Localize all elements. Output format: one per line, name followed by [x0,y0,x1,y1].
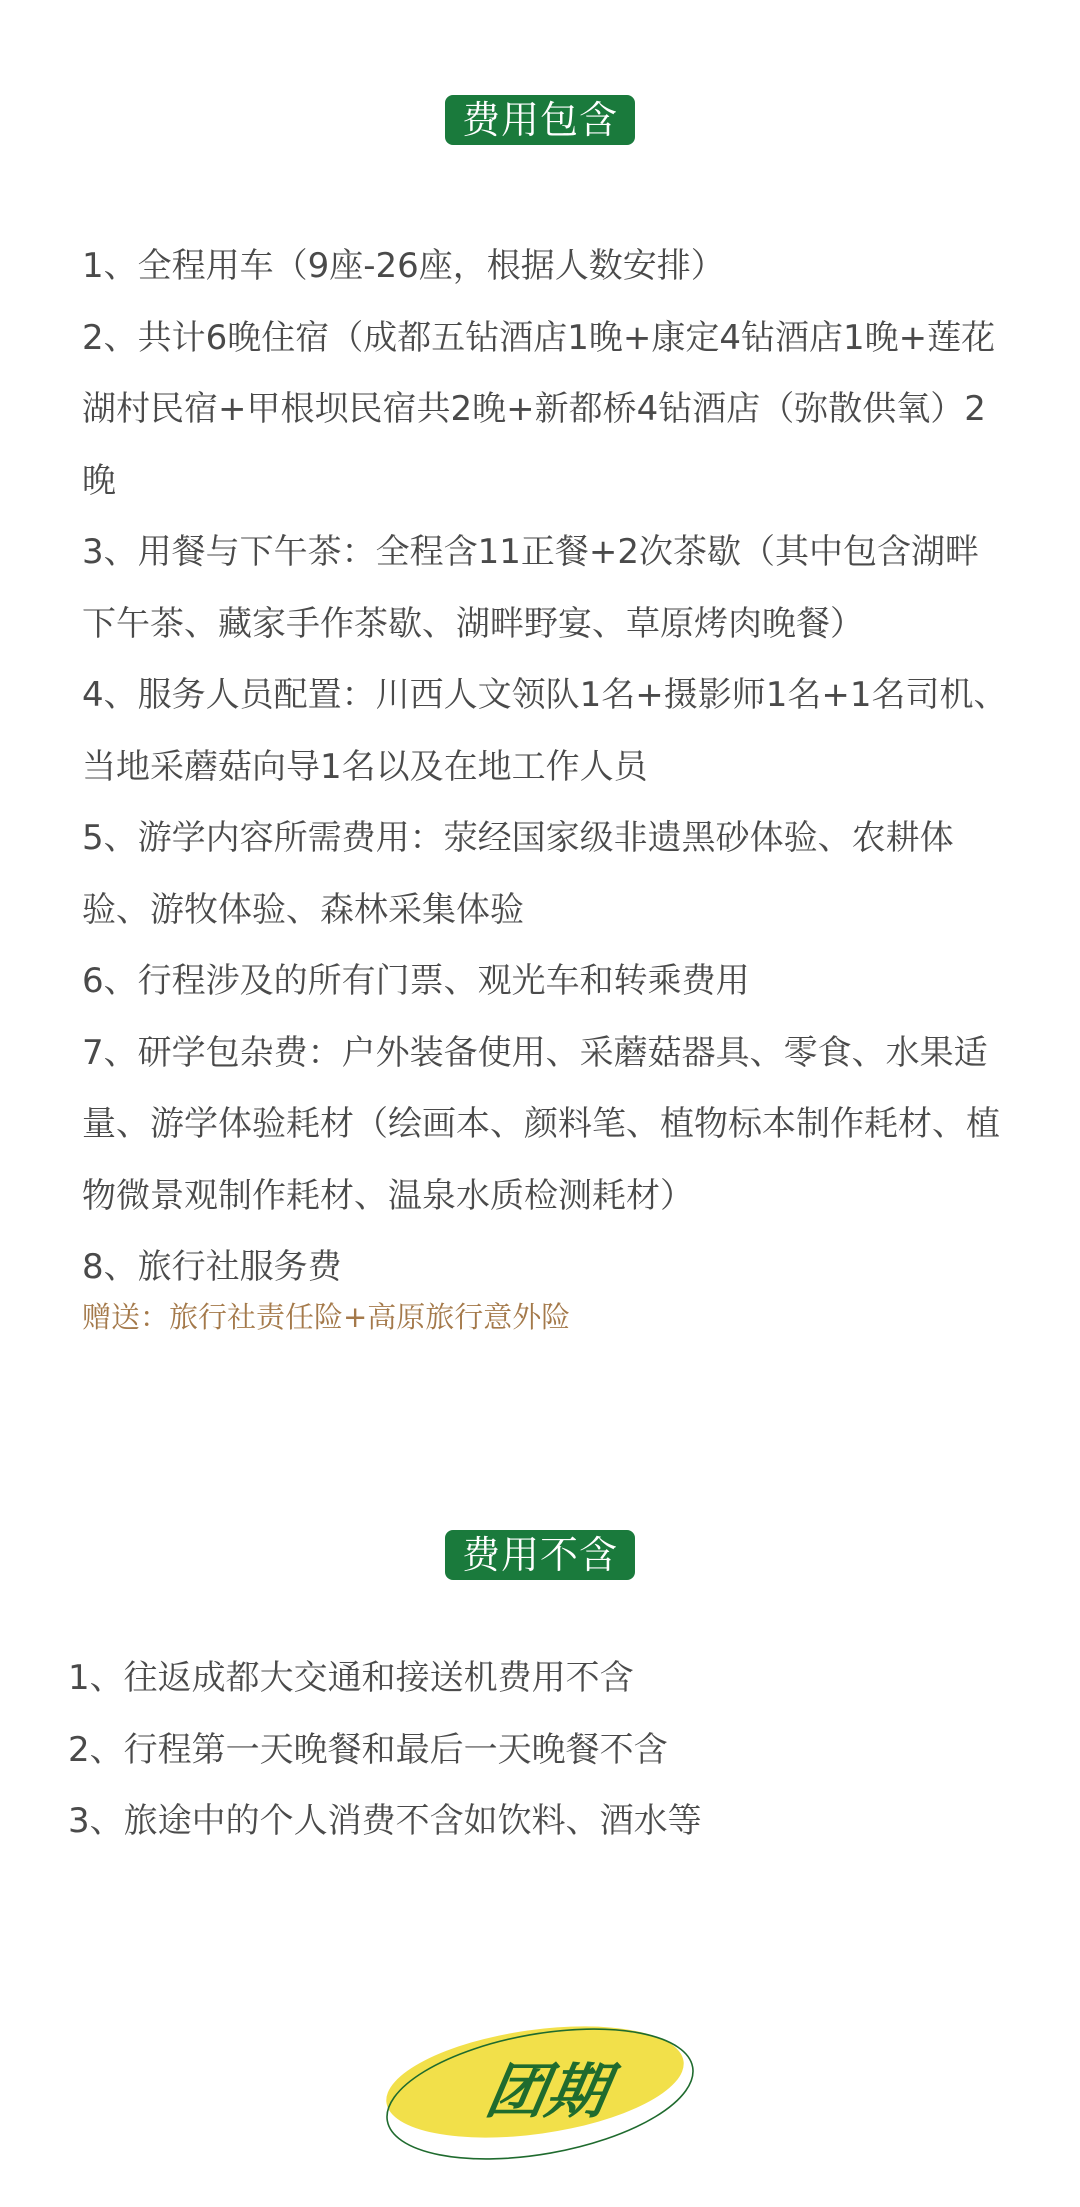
tuanqi-logo [375,2012,715,2172]
list-item: 5、游学内容所需费用：荥经国家级非遗黑砂体验、农耕体验、游牧体验、森林采集体验 [82,818,954,930]
list-item: 4、服务人员配置：川西人文领队1名+摄影师1名+1名司机、当地采蘑菇向导1名以及在地工作人员 [82,675,1008,787]
logo-text: 团期 [480,2057,613,2127]
list-item: 3、旅途中的个人消费不含如饮料、酒水等 [68,1801,702,1841]
list-item: 3、用餐与下午茶：全程含11正餐+2次茶歇（其中包含湖畔下午茶、藏家手作茶歇、湖畔野宴、草原烤肉晚餐） [82,532,980,644]
list-item: 8、旅行社服务费 [82,1247,342,1287]
included-list [82,231,1012,1304]
logo-graphic [375,2012,715,2172]
list-item: 1、往返成都大交通和接送机费用不含 [68,1658,634,1698]
list-item: 1、全程用车（9座-26座，根据人数安排） [82,246,725,286]
excluded-section-title: 费用不含 [445,1530,635,1580]
list-item: 6、行程涉及的所有门票、观光车和转乘费用 [82,961,750,1001]
gift-note: 赠送：旅行社责任险+高原旅行意外险 [82,1300,571,1334]
list-item: 7、研学包杂费：户外装备使用、采蘑菇器具、零食、水果适量、游学体验耗材（绘画本、颜料笔、植物标本制作耗材、植物微景观制作耗材、温泉水质检测耗材） [82,1032,1000,1216]
excluded-list [68,1643,1008,1858]
list-item: 2、共计6晚住宿（成都五钻酒店1晚+康定4钻酒店1晚+莲花湖村民宿+甲根坝民宿共2晚+新都桥4钻酒店（弥散供氧）2晚 [82,317,996,501]
list-item: 2、行程第一天晚餐和最后一天晚餐不含 [68,1729,668,1770]
included-section-title: 费用包含 [445,95,635,145]
